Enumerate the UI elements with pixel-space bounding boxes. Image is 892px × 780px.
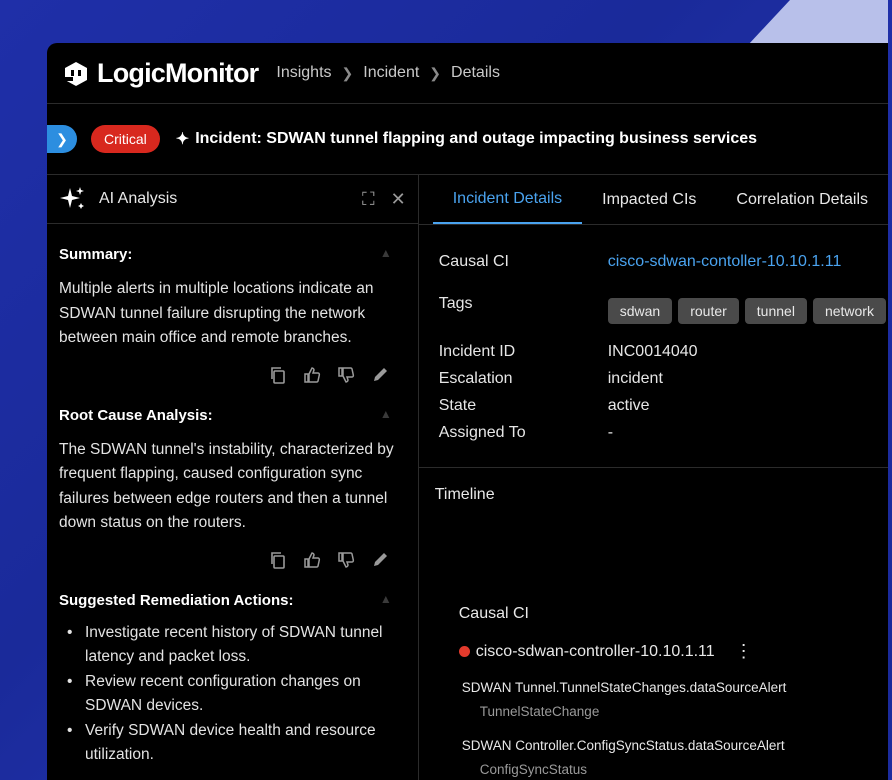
datasource-alert-sub: TunnelStateChange [479, 704, 600, 719]
rca-text: The SDWAN tunnel's instability, characterized by frequent flapping, caused configuration sync failures between edge routers and then a tunnel down status on the routers. [59, 440, 394, 531]
status-dot-icon [459, 646, 470, 657]
ai-analysis-panel [47, 175, 419, 780]
thumbs-up-icon[interactable] [302, 365, 322, 385]
incident-id-row [439, 343, 698, 361]
incident-id-value: INC0014040 [607, 343, 698, 360]
incident-header [47, 104, 888, 175]
list-item: • Verify SDWAN device health and resource utilization. [59, 719, 406, 768]
expand-sidebar-button[interactable] [47, 125, 77, 153]
details-panel [419, 175, 888, 780]
brand-name: LogicMonitor [97, 57, 259, 88]
tab-impacted-cis[interactable]: Impacted CIs [602, 190, 697, 208]
summary-section [47, 246, 418, 385]
timeline-node [459, 641, 753, 662]
tab-correlation-details[interactable]: Correlation Details [736, 190, 868, 208]
remediation-title: Suggested Remediation Actions: [59, 591, 294, 609]
app-window [47, 43, 888, 780]
content-panels [47, 175, 888, 780]
timeline-node-name[interactable]: cisco-sdwan-controller-10.10.1.11 [475, 642, 715, 660]
incident-details [419, 225, 888, 468]
escalation-value: incident [607, 370, 663, 387]
ai-panel-header [47, 175, 418, 224]
chevron-up-icon[interactable]: ▲ [379, 591, 392, 606]
timeline-title: Timeline [434, 486, 495, 503]
rca-actions [59, 550, 390, 570]
datasource-alert-sub: ConfigSyncStatus [479, 762, 588, 777]
sparkle-icon: ✦ [175, 131, 190, 148]
copy-icon[interactable] [268, 365, 288, 385]
ai-panel-title: AI Analysis [99, 190, 178, 207]
timeline-section [419, 468, 888, 780]
edit-pencil-icon[interactable] [370, 550, 390, 570]
logicmonitor-logo-icon [61, 58, 91, 88]
escalation-label: Escalation [438, 370, 513, 387]
causal-ci-link[interactable]: cisco-sdwan-contoller-10.10.1.11 [607, 253, 842, 270]
summary-text: Multiple alerts in multiple locations indicate an SDWAN tunnel failure disrupting the network between main office and remote branches. [59, 280, 374, 346]
logo[interactable] [61, 58, 258, 89]
chevron-up-icon[interactable]: ▲ [379, 406, 392, 421]
breadcrumb-incident[interactable]: Incident [363, 64, 420, 81]
tag-list [608, 298, 892, 324]
state-row [439, 397, 650, 415]
chevron-right-icon: ❯ [56, 130, 68, 147]
summary-title: Summary: [59, 246, 133, 263]
remediation-list [59, 621, 406, 768]
chevron-right-icon: ❯ [341, 64, 354, 81]
state-label: State [438, 397, 477, 414]
more-options-icon[interactable]: ⋮ [734, 641, 753, 661]
tag-chip[interactable]: tunnel [745, 298, 807, 324]
thumbs-down-icon[interactable] [336, 365, 356, 385]
root-cause-section [47, 407, 418, 570]
causal-ci-row [439, 253, 842, 271]
datasource-alert-name: SDWAN Controller.ConfigSyncStatus.dataSourceAlert [461, 738, 785, 753]
tag-chip[interactable]: sdwan [608, 298, 672, 324]
edit-pencil-icon[interactable] [370, 365, 390, 385]
fullscreen-icon[interactable]: ⛶ [362, 188, 375, 209]
tag-chip[interactable]: network [813, 298, 886, 324]
top-bar [47, 43, 888, 104]
remediation-section [47, 592, 418, 768]
escalation-row [439, 370, 663, 388]
close-icon[interactable]: ✕ [390, 188, 406, 209]
background-decoration [748, 0, 888, 45]
assigned-row [439, 424, 613, 442]
causal-ci-label: Causal CI [438, 253, 509, 270]
breadcrumb [276, 64, 500, 82]
tag-chip[interactable]: router [678, 298, 739, 324]
datasource-alert-name: SDWAN Tunnel.TunnelStateChanges.dataSourceAlert [461, 680, 787, 695]
incident-id-label: Incident ID [438, 343, 516, 360]
tab-bar [419, 175, 888, 225]
tags-label: Tags [438, 295, 473, 312]
severity-badge: Critical [91, 125, 160, 153]
tags-row [439, 290, 892, 324]
rca-title: Root Cause Analysis: [59, 406, 213, 424]
breadcrumb-details: Details [451, 64, 500, 81]
state-value: active [607, 397, 650, 414]
list-item: • Investigate recent history of SDWAN tunnel latency and packet loss. [59, 621, 406, 670]
chevron-right-icon: ❯ [429, 64, 442, 81]
incident-title-text: Incident: SDWAN tunnel flapping and outage impacting business services [195, 130, 758, 147]
copy-icon[interactable] [268, 550, 288, 570]
ai-sparkle-icon [59, 185, 87, 213]
tab-incident-details[interactable]: Incident Details [433, 175, 582, 224]
summary-actions [59, 365, 390, 385]
timeline-causal-label: Causal CI [458, 605, 529, 622]
assigned-value: - [607, 424, 614, 441]
thumbs-up-icon[interactable] [302, 550, 322, 570]
thumbs-down-icon[interactable] [336, 550, 356, 570]
list-item: • Review recent configuration changes on SDWAN devices. [59, 670, 406, 719]
assigned-label: Assigned To [438, 424, 526, 441]
incident-title [176, 129, 757, 149]
breadcrumb-insights[interactable]: Insights [276, 64, 332, 81]
chevron-up-icon[interactable]: ▲ [379, 246, 392, 260]
